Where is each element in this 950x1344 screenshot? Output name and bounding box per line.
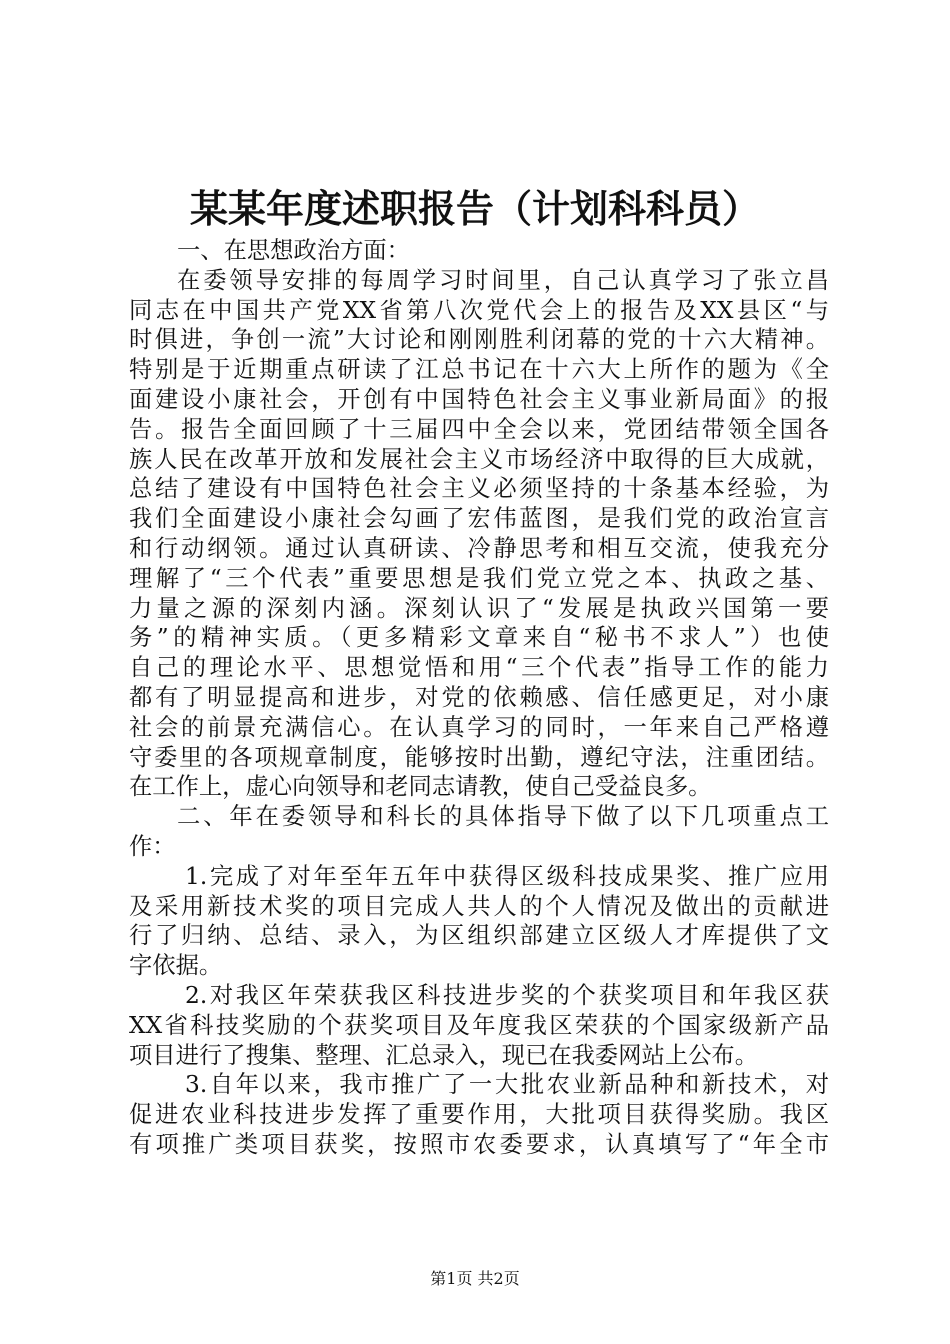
list-item-line: 促进农业科技进步发挥了重要作用，大批项目获得奖励。我区 (129, 1101, 829, 1129)
paragraph-line: 同志在中国共产党XX省第八次党代会上的报告及XX县区“与 (129, 296, 829, 324)
page-footer: 第1页 共2页 (430, 1269, 520, 1288)
list-item-line: 1.完成了对年至年五年中获得区级科技成果奖、推广应用 (185, 862, 829, 890)
list-item-line: 项目进行了搜集、整理、汇总录入，现已在我委网站上公布。 (129, 1041, 759, 1069)
paragraph-line: 力量之源的深刻内涵。深刻认识了“发展是执政兴国第一要 (129, 594, 829, 622)
paragraph-line: 务”的精神实质。（更多精彩文章来自“秘书不求人”）也使 (129, 624, 829, 652)
list-item-line: 2.对我区年荣获我区科技进步奖的个获奖项目和年我区获 (185, 981, 829, 1009)
paragraph-line: 理解了“三个代表”重要思想是我们党立党之本、执政之基、 (129, 564, 829, 592)
paragraph-line: 守委里的各项规章制度，能够按时出勤，遵纪守法，注重团结。 (129, 743, 829, 771)
list-item-line: 行了归纳、总结、录入，为区组织部建立区级人才库提供了文 (129, 922, 829, 950)
list-item-line: 字依据。 (129, 952, 223, 980)
paragraph-line: 告。报告全面回顾了十三届四中全会以来，党团结带领全国各 (129, 415, 829, 443)
paragraph-line: 在委领导安排的每周学习时间里，自己认真学习了张立昌 (177, 266, 829, 294)
paragraph-line: 自己的理论水平、思想觉悟和用“三个代表”指导工作的能力 (129, 654, 829, 682)
paragraph-line: 我们全面建设小康社会勾画了宏伟蓝图，是我们党的政治宣言 (129, 505, 829, 533)
paragraph-line: 在工作上，虚心向领导和老同志请教，使自己受益良多。 (129, 773, 712, 801)
paragraph-line: 特别是于近期重点研读了江总书记在十六大上所作的题为《全 (129, 356, 829, 384)
paragraph-line: 都有了明显提高和进步，对党的依赖感、信任感更足，对小康 (129, 683, 829, 711)
list-item-line: XX省科技奖励的个获奖项目及年度我区荣获的个国家级新产品 (129, 1011, 829, 1039)
document-body (129, 236, 829, 1160)
paragraph-line: 族人民在改革开放和发展社会主义市场经济中取得的巨大成就， (129, 445, 829, 473)
list-item-line: 3.自年以来，我市推广了一大批农业新品种和新技术，对 (185, 1071, 829, 1099)
list-item-line: 及采用新技术奖的项目完成人共人的个人情况及做出的贡献进 (129, 892, 829, 920)
paragraph-line: 总结了建设有中国特色社会主义必须坚持的十条基本经验，为 (129, 475, 829, 503)
list-item-line: 有项推广类项目获奖，按照市农委要求，认真填写了“年全市 (129, 1130, 829, 1158)
paragraph-line: 社会的前景充满信心。在认真学习的同时，一年来自己严格遵 (129, 713, 829, 741)
paragraph-line: 面建设小康社会，开创有中国特色社会主义事业新局面》的报 (129, 385, 829, 413)
section-heading: 一、在思想政治方面： (177, 237, 410, 264)
paragraph-line: 和行动纲领。通过认真研读、冷静思考和相互交流，使我充分 (129, 534, 829, 562)
paragraph-line: 时俱进，争创一流”大讨论和刚刚胜利闭幕的党的十六大精神。 (129, 326, 829, 354)
page-title: 某某年度述职报告（计划科科员） (189, 186, 760, 231)
section-heading: 作： (129, 832, 176, 860)
section-heading: 二、年在委领导和科长的具体指导下做了以下几项重点工 (177, 803, 829, 831)
